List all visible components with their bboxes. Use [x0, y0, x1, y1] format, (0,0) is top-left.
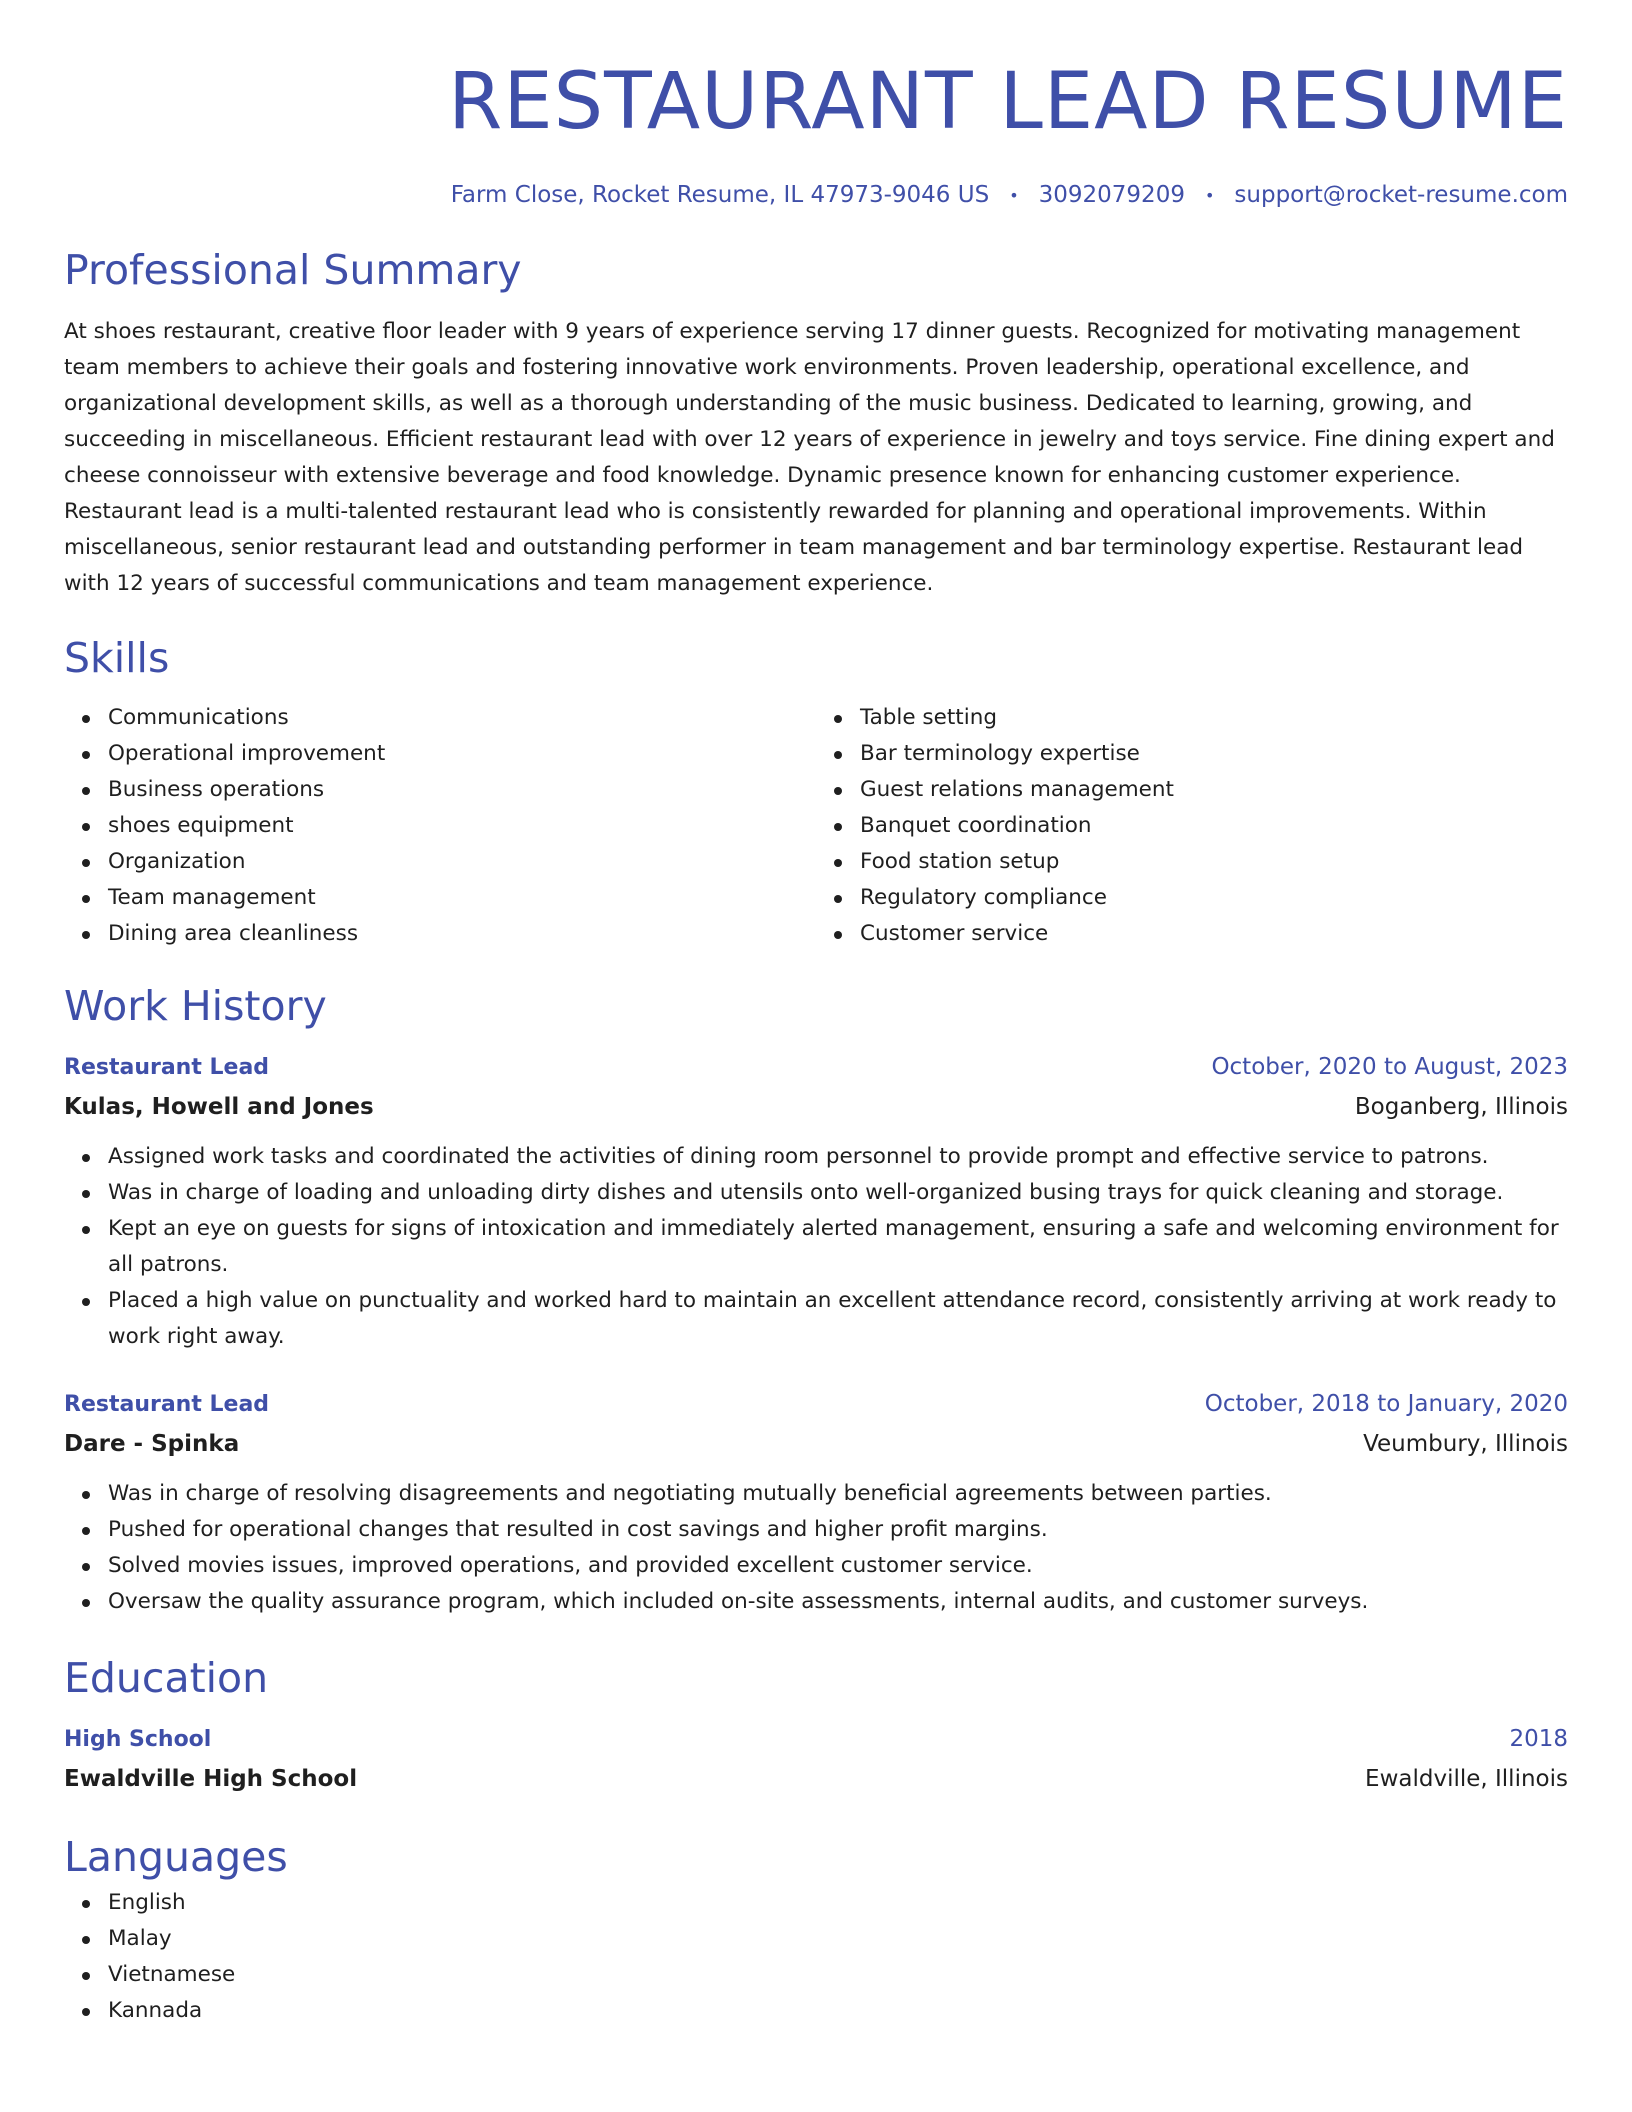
skills-columns: [64, 700, 1568, 952]
language-item: Kannada: [108, 1993, 1568, 2029]
skill-item: Communications: [108, 700, 816, 736]
job-duty: Pushed for operational changes that resulted in cost savings and higher profit margins.: [108, 1512, 1568, 1548]
contact-separator: •: [1204, 185, 1215, 205]
resume-title: RESTAURANT LEAD RESUME: [448, 57, 1568, 147]
job-company: Kulas, Howell and Jones: [64, 1094, 374, 1120]
job-duty: Oversaw the quality assurance program, which included on-site assessments, internal audits, and customer surveys.: [108, 1584, 1568, 1620]
job-duty: Solved movies issues, improved operations, and provided excellent customer service.: [108, 1548, 1568, 1584]
summary-text: At shoes restaurant, creative floor leader with 9 years of experience serving 17 dinner guests. Recognized for motivating management team members to achieve their goals and fostering innovative work environments. Proven leadership, operational excellence, and organizational development skills, as well as a thorough understanding of the music business. Dedicated to learning, growing, and succeeding in miscellaneous. Efficient restaurant lead with over 12 years of experience in jewelry and toys service. Fine dining expert and cheese connoisseur with extensive beverage and food knowledge. Dynamic presence known for enhancing customer experience. Restaurant lead is a multi-talented restaurant lead who is consistently rewarded for planning and operational improvements. Within miscellaneous, senior restaurant lead and outstanding performer in team management and bar terminology expertise. Restaurant lead with 12 years of successful communications and team management experience.: [64, 319, 1555, 596]
job-duty: Placed a high value on punctuality and worked hard to maintain an excellent attendance record, consistently arriving at work ready to work right away.: [108, 1283, 1568, 1355]
job-dates: October, 2018 to January, 2020: [1204, 1391, 1568, 1417]
contact-line: [64, 182, 1568, 208]
education-degree: High School: [64, 1727, 212, 1752]
summary-heading: Professional Summary: [64, 246, 522, 294]
job-dates: October, 2020 to August, 2023: [1211, 1054, 1568, 1080]
skill-item: Dining area cleanliness: [108, 916, 816, 952]
skill-item: Business operations: [108, 772, 816, 808]
skill-item: shoes equipment: [108, 808, 816, 844]
job-location: Boganberg, Illinois: [1354, 1094, 1568, 1120]
job-company: Dare - Spinka: [64, 1431, 240, 1457]
languages-list: [64, 1885, 1568, 2029]
contact-email: support@rocket-resume.com: [1234, 182, 1568, 208]
skill-item: Food station setup: [860, 844, 1568, 880]
language-item: English: [108, 1885, 1568, 1921]
job-role: Restaurant Lead: [64, 1055, 270, 1080]
skills-list-right: [816, 700, 1568, 952]
job-duties-list: [64, 1476, 1568, 1620]
job-location: Veumbury, Illinois: [1363, 1431, 1568, 1457]
education-school: Ewaldville High School: [64, 1766, 358, 1792]
language-item: Vietnamese: [108, 1957, 1568, 1993]
work-history-heading: Work History: [64, 982, 327, 1030]
skill-item: Team management: [108, 880, 816, 916]
skill-item: Regulatory compliance: [860, 880, 1568, 916]
skill-item: Operational improvement: [108, 736, 816, 772]
job-entry: [64, 1385, 1568, 1620]
education-location: Ewaldville, Illinois: [1365, 1766, 1568, 1792]
skill-item: Guest relations management: [860, 772, 1568, 808]
education-entry: [64, 1720, 1568, 1799]
language-item: Malay: [108, 1921, 1568, 1957]
skill-item: Banquet coordination: [860, 808, 1568, 844]
contact-address: Farm Close, Rocket Resume, IL 47973-9046 US: [450, 182, 990, 208]
job-duty: Kept an eye on guests for signs of intoxication and immediately alerted management, ensuring a safe and welcoming environment for all patrons.: [108, 1211, 1568, 1283]
skill-item: Bar terminology expertise: [860, 736, 1568, 772]
education-year: 2018: [1509, 1726, 1568, 1752]
job-duty: Was in charge of loading and unloading dirty dishes and utensils onto well-organized busing trays for quick cleaning and storage.: [108, 1175, 1568, 1211]
skills-list-left: [64, 700, 816, 952]
languages-heading: Languages: [64, 1833, 288, 1881]
skill-item: Customer service: [860, 916, 1568, 952]
job-duty: Was in charge of resolving disagreements and negotiating mutually beneficial agreements between parties.: [108, 1476, 1568, 1512]
skill-item: Organization: [108, 844, 816, 880]
job-entry: [64, 1048, 1568, 1355]
skills-heading: Skills: [64, 634, 170, 682]
job-role: Restaurant Lead: [64, 1392, 270, 1417]
contact-separator: •: [1009, 185, 1019, 205]
education-heading: Education: [64, 1654, 269, 1702]
contact-phone: 3092079209: [1038, 182, 1185, 208]
skill-item: Table setting: [860, 700, 1568, 736]
job-duties-list: [64, 1139, 1568, 1355]
job-duty: Assigned work tasks and coordinated the activities of dining room personnel to provide prompt and effective service to patrons.: [108, 1139, 1568, 1175]
